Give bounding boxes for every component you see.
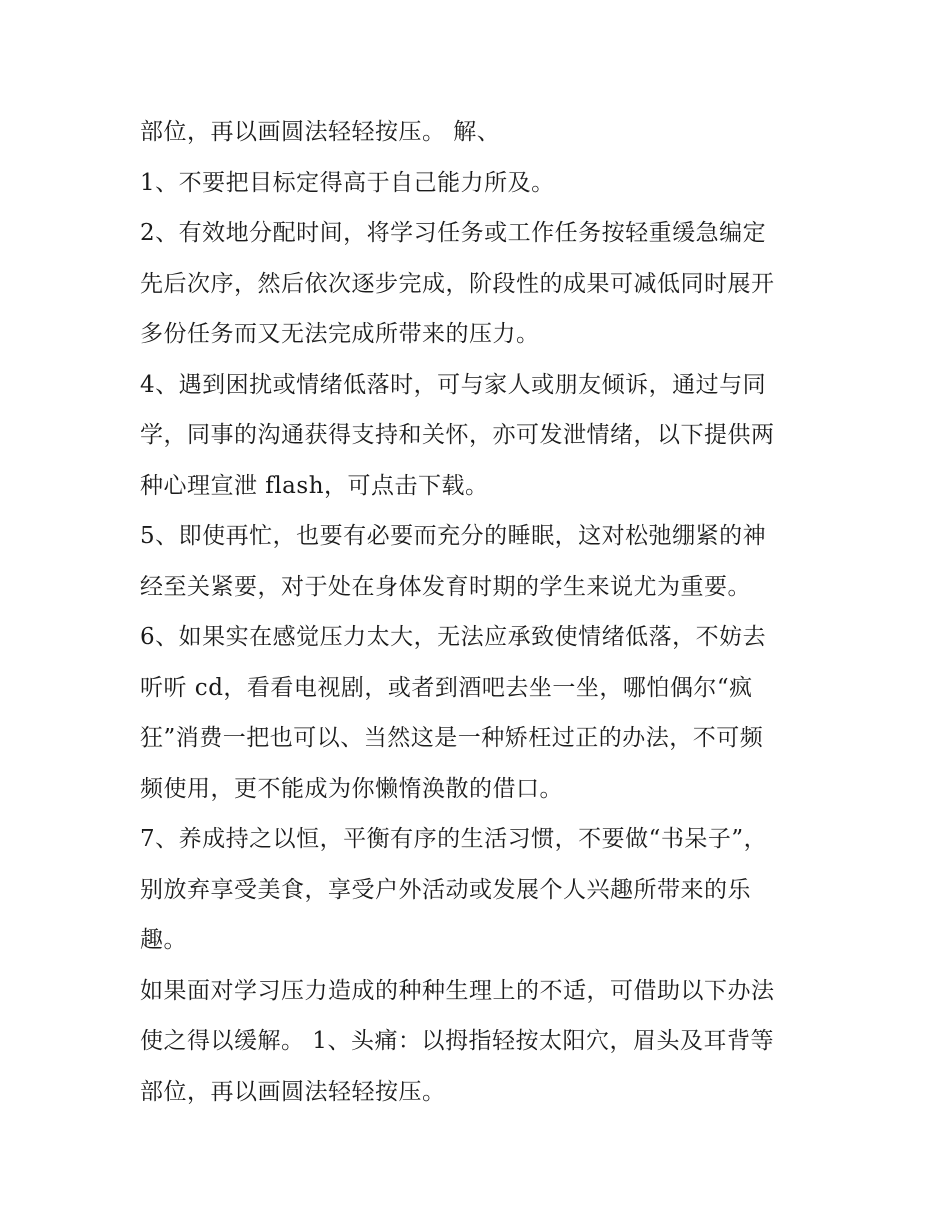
text-line: 频使用，更不能成为你懒惰涣散的借口。 bbox=[140, 775, 563, 802]
text-line: 6、如果实在感觉压力太大，无法应承致使情绪低落，不妨去 bbox=[140, 624, 767, 650]
text-line: 使之得以缓解。 1、头痛：以拇指轻按太阳穴，眉头及耳背等 bbox=[140, 1028, 774, 1054]
text-line: 多份任务而又无法完成所带来的压力。 bbox=[140, 321, 540, 347]
text-line: 趣。 bbox=[140, 927, 187, 953]
text-line: 经至关紧要，对于处在身体发育时期的学生来说尤为重要。 bbox=[140, 573, 751, 600]
text-line: 如果面对学习压力造成的种种生理上的不适，可借助以下办法 bbox=[140, 977, 775, 1004]
text-line: 5、即使再忙，也要有必要而充分的睡眠，这对松弛绷紧的神 bbox=[140, 523, 767, 549]
text-line: 4、遇到困扰或情绪低落时，可与家人或朋友倾诉，通过与同 bbox=[140, 371, 767, 398]
text-line: 狂”消费一把也可以、当然这是一种矫枉过正的办法，不可频 bbox=[140, 725, 764, 751]
text-line: 学，同事的沟通获得支持和关怀，亦可发泄情绪，以下提供两 bbox=[140, 422, 775, 448]
text-line: 种心理宣泄 flash，可点击下载。 bbox=[140, 472, 489, 499]
document-body bbox=[140, 107, 830, 1117]
text-line: 7、养成持之以恒，平衡有序的生活习惯，不要做“书呆子”， bbox=[140, 826, 768, 852]
text-line: 别放弃享受美食，享受户外活动或发展个人兴趣所带来的乐 bbox=[140, 876, 751, 903]
text-line: 听听 cd，看看电视剧，或者到酒吧去坐一坐，哪怕偶尔“疯 bbox=[140, 674, 753, 701]
text-line: 2、有效地分配时间，将学习任务或工作任务按轻重缓急编定 bbox=[140, 220, 767, 246]
text-line: 先后次序，然后依次逐步完成，阶段性的成果可减低同时展开 bbox=[140, 270, 775, 297]
text-line: 1、不要把目标定得高于自己能力所及。 bbox=[140, 169, 555, 196]
text-line: 部位，再以画圆法轻轻按压。 bbox=[140, 1078, 446, 1105]
text-line: 部位，再以画圆法轻轻按压。 解、 bbox=[140, 119, 501, 145]
